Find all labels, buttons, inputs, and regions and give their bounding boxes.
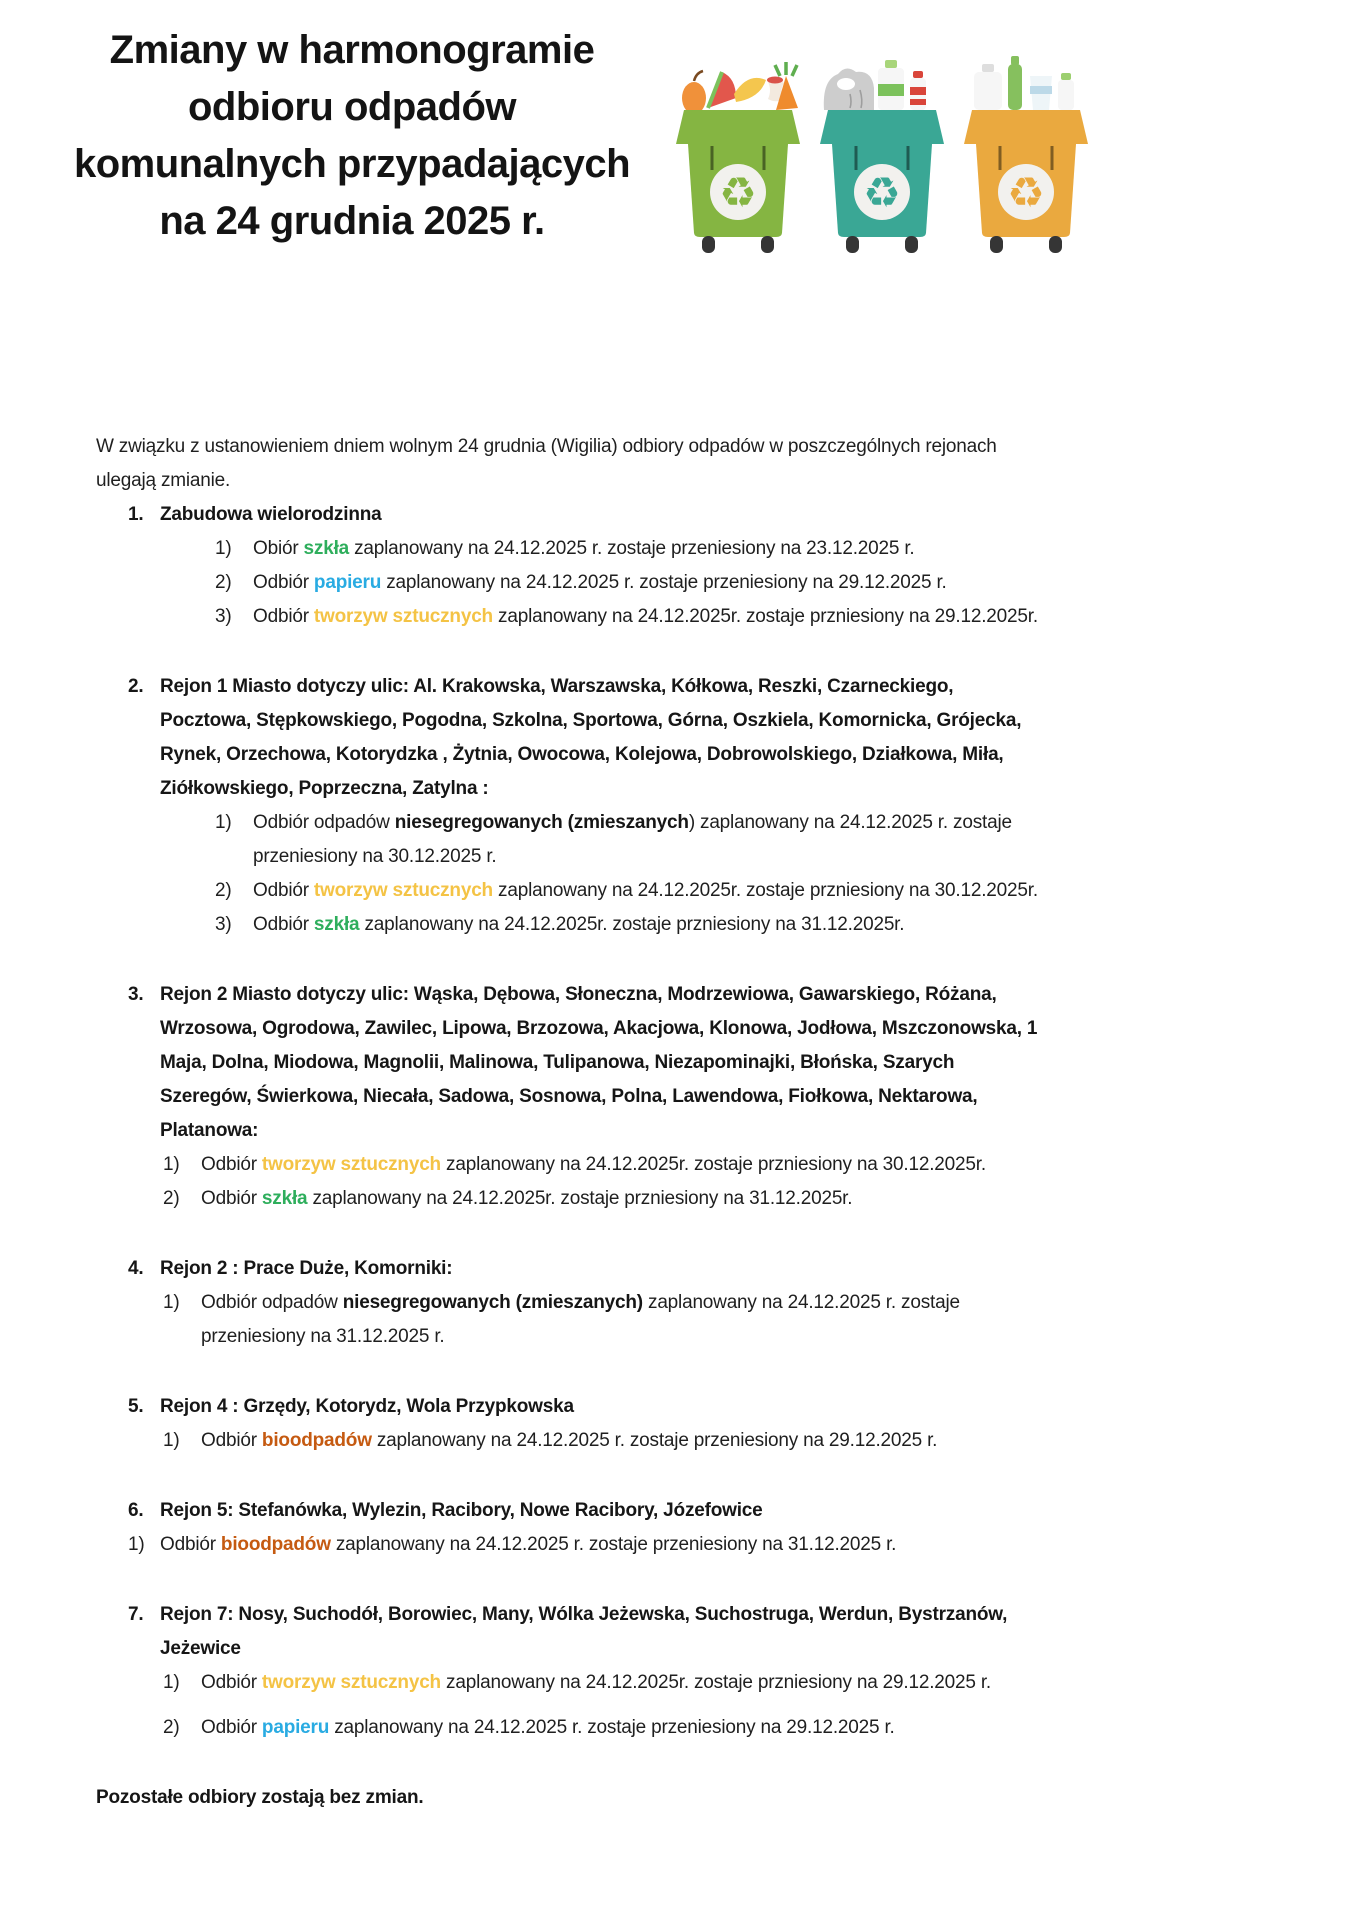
section-title: Rejon 2 Miasto dotyczy ulic: Wąska, Dębowa, Słoneczna, Modrzewiowa, Gawarskiego, Różana, Wrzosowa, Ogrodowa, Zawilec, Lipowa, Brzozowa, Akacjowa, Klonowa, Jodłowa, Mszczonowska, 1 Maja, Dolna, Miodowa, Magnolii, Malinowa, Tulipanowa, Niezapominajki, Błońska, Szarych Szeregów, Świerkowa, Niecała, Sadowa, Sosnowa, Polna, Lawendowa, Fiołkowa, Nektarowa, Platanowa: (160, 984, 1038, 1141)
item-text-segment: Odbiór (201, 1430, 262, 1451)
waste-type-mixed: niesegregowanych (zmieszanych (394, 812, 689, 833)
item-text-segment: zaplanowany na 24.12.2025 r. zostaje przeniesiony na 23.12.2025 r. (349, 538, 915, 559)
item-text-segment: Odbiór (160, 1534, 221, 1555)
item-text-segment: zaplanowany na 24.12.2025r. zostaje przniesiony na 31.12.2025r. (307, 1188, 853, 1209)
title-line: komunalnych przypadających (73, 142, 631, 186)
closing-note: Pozostałe odbiory zostają bez zmian. (96, 1787, 424, 1808)
item-text (201, 1666, 1046, 1700)
item-text (253, 532, 1046, 566)
item-number: 3) (215, 606, 232, 627)
item-text-segment: Odbiór (201, 1672, 262, 1693)
item-text-segment: Odbiór odpadów (253, 812, 395, 833)
title-line: Zmiany w harmonogramie (109, 28, 595, 72)
page-title (28, 22, 676, 250)
section-heading (96, 670, 1046, 806)
section-heading (96, 1390, 1046, 1424)
section-title: Rejon 2 : Prace Duże, Komorniki: (160, 1258, 453, 1279)
item-number: 2) (215, 880, 232, 901)
recycling-bins-illustration (672, 50, 1092, 258)
section-title: Rejon 4 : Grzędy, Kotorydz, Wola Przypkowska (160, 1396, 574, 1417)
section (96, 978, 1046, 1216)
item-text-segment: zaplanowany na 24.12.2025r. zostaje przniesiony na 30.12.2025r. (440, 1154, 986, 1175)
waste-type-mixed: niesegregowanych (zmieszanych) (342, 1292, 643, 1313)
section-title: Rejon 7: Nosy, Suchodół, Borowiec, Many, Wólka Jeżewska, Suchostruga, Werdun, Bystrzanów, Jeżewice (160, 1604, 1008, 1659)
item-text-segment: zaplanowany na 24.12.2025 r. zostaje przeniesiony na 29.12.2025 r. (329, 1717, 895, 1738)
section (96, 498, 1046, 634)
item-number: 2) (163, 1717, 180, 1738)
item-text-segment: zaplanowany na 24.12.2025 r. zostaje przeniesiony na 29.12.2025 r. (371, 1430, 938, 1451)
waste-type-plastic: tworzyw sztucznych (313, 606, 493, 627)
sections-list (96, 498, 1046, 1745)
bins-graphic (672, 50, 1092, 258)
waste-type-plastic: tworzyw sztucznych (261, 1154, 441, 1175)
announcement-body (96, 430, 1046, 1815)
section-heading (96, 1252, 1046, 1286)
section-number: 7. (128, 1604, 144, 1625)
recycle-symbol-icon: ♻ (1007, 168, 1045, 217)
item-text (201, 1182, 1046, 1216)
teal-bin-icon (820, 60, 944, 253)
item-text-segment: zaplanowany na 24.12.2025 r. zostaje przeniesiony na 31.12.2025 r. (201, 1292, 960, 1347)
section-title: Zabudowa wielorodzinna (160, 504, 382, 525)
recycle-symbol-icon: ♻ (863, 168, 901, 217)
section (96, 670, 1046, 942)
waste-type-glass: szkła (303, 538, 350, 559)
item-text (253, 908, 1046, 942)
section (96, 1598, 1046, 1745)
item-text (201, 1148, 1046, 1182)
item-number: 1) (215, 812, 232, 833)
waste-type-bio: bioodpadów (220, 1534, 331, 1555)
intro-paragraph: W związku z ustanowieniem dniem wolnym 24 grudnia (Wigilia) odbiory odpadów w poszczególnych rejonach ulegają zmianie. (96, 436, 997, 491)
item-number: 1) (163, 1292, 180, 1313)
schedule-item (96, 908, 1046, 942)
schedule-item (96, 1711, 1046, 1745)
item-number: 3) (215, 914, 232, 935)
waste-type-bio: bioodpadów (261, 1430, 372, 1451)
waste-type-plastic: tworzyw sztucznych (261, 1672, 441, 1693)
section-number: 6. (128, 1500, 144, 1521)
item-number: 2) (163, 1188, 180, 1209)
section-title: Rejon 5: Stefanówka, Wylezin, Racibory, Nowe Racibory, Józefowice (160, 1500, 763, 1521)
schedule-item (96, 1148, 1046, 1182)
item-text (201, 1711, 1046, 1745)
title-line: odbioru odpadów (188, 85, 516, 129)
item-text-segment: Odbiór (253, 880, 314, 901)
item-text-segment: Odbiór (201, 1154, 262, 1175)
schedule-item (96, 566, 1046, 600)
item-text-segment: zaplanowany na 24.12.2025r. zostaje przniesiony na 30.12.2025r. (492, 880, 1038, 901)
schedule-item (96, 874, 1046, 908)
item-text (253, 806, 1046, 874)
schedule-item (96, 1424, 1046, 1458)
item-text-segment: zaplanowany na 24.12.2025 r. zostaje przeniesiony na 29.12.2025 r. (381, 572, 947, 593)
section-number: 3. (128, 984, 144, 1005)
section-heading (96, 1598, 1046, 1666)
green-bin-icon (676, 62, 800, 253)
item-text (253, 600, 1046, 634)
waste-type-glass: szkła (313, 914, 360, 935)
item-text-segment: Odbiór (201, 1188, 262, 1209)
item-text (253, 566, 1046, 600)
schedule-item (96, 1666, 1046, 1700)
section-number: 4. (128, 1258, 144, 1279)
orange-bin-icon (964, 56, 1088, 253)
section-heading (96, 978, 1046, 1148)
item-text-segment: zaplanowany na 24.12.2025r. zostaje przniesiony na 31.12.2025r. (359, 914, 905, 935)
item-text-segment: zaplanowany na 24.12.2025r. zostaje przniesiony na 29.12.2025 r. (440, 1672, 991, 1693)
item-text (201, 1424, 1046, 1458)
item-text (201, 1286, 1046, 1354)
item-text-segment: Odbiór odpadów (201, 1292, 343, 1313)
item-text-segment: ) zaplanowany na 24.12.2025 r. zostaje przeniesiony na 30.12.2025 r. (253, 812, 1012, 867)
item-text-segment: Odbiór (253, 606, 314, 627)
item-text-segment: Odbiór (253, 572, 314, 593)
section-number: 5. (128, 1396, 144, 1417)
title-line: na 24 grudnia 2025 r. (159, 199, 545, 243)
section-title: Rejon 1 Miasto dotyczy ulic: Al. Krakowska, Warszawska, Kółkowa, Reszki, Czarneckiego, Pocztowa, Stępkowskiego, Pogodna, Szkolna, Sportowa, Górna, Oszkiela, Komornicka, Grójecka, Rynek, Orzechowa, Kotorydzka , Żytnia, Owocowa, Kolejowa, Dobrowolskiego, Działkowa, Miła, Ziółkowskiego, Poprzeczna, Zatylna : (160, 676, 1022, 799)
item-text-segment: Odbiór (253, 914, 314, 935)
item-text (253, 874, 1046, 908)
item-number: 1) (163, 1430, 180, 1451)
schedule-item (96, 600, 1046, 634)
item-number: 1) (163, 1672, 180, 1693)
section (96, 1494, 1046, 1562)
schedule-item (96, 1286, 1046, 1354)
item-number: 1) (215, 538, 232, 559)
schedule-item (96, 532, 1046, 566)
waste-type-paper: papieru (261, 1717, 330, 1738)
section (96, 1252, 1046, 1354)
waste-type-plastic: tworzyw sztucznych (313, 880, 493, 901)
schedule-item (96, 806, 1046, 874)
waste-type-paper: papieru (313, 572, 382, 593)
item-number: 2) (215, 572, 232, 593)
schedule-item (96, 1528, 1046, 1562)
section-heading (96, 498, 1046, 532)
item-number: 1) (128, 1534, 145, 1555)
item-text-segment: Obiór (253, 538, 304, 559)
section-number: 2. (128, 676, 144, 697)
section-number: 1. (128, 504, 144, 525)
item-text-segment: zaplanowany na 24.12.2025r. zostaje przniesiony na 29.12.2025r. (492, 606, 1038, 627)
item-text-segment: Odbiór (201, 1717, 262, 1738)
recycle-symbol-icon: ♻ (719, 168, 757, 217)
section (96, 1390, 1046, 1458)
item-number: 1) (163, 1154, 180, 1175)
section-heading (96, 1494, 1046, 1528)
item-text-segment: zaplanowany na 24.12.2025 r. zostaje przeniesiony na 31.12.2025 r. (330, 1534, 897, 1555)
item-text (160, 1528, 1046, 1562)
schedule-item (96, 1182, 1046, 1216)
waste-type-glass: szkła (261, 1188, 308, 1209)
